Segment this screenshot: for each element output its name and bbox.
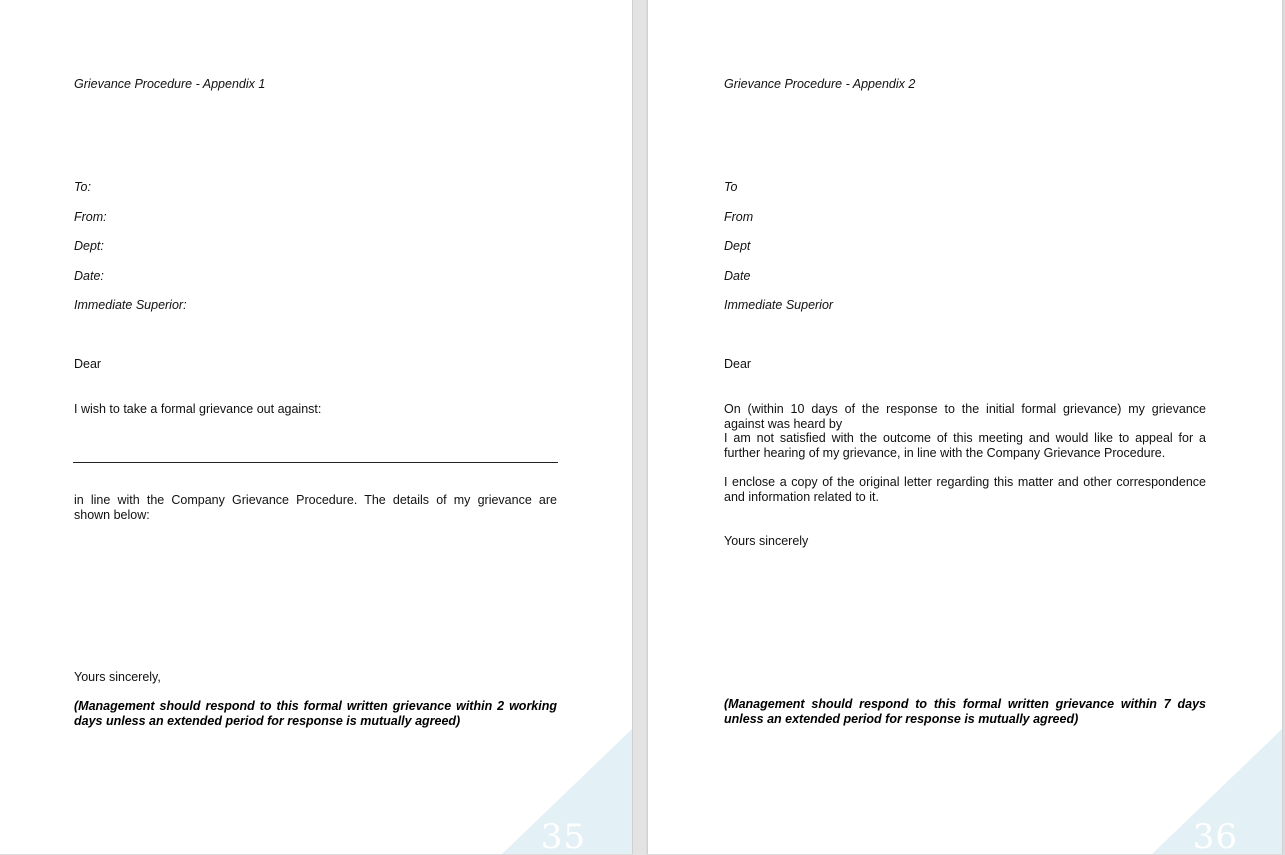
salutation: Dear (74, 357, 102, 371)
page-36 (647, 0, 1283, 854)
intro-text: I wish to take a formal grievance out against: (74, 402, 322, 416)
note-line: (Management should respond to this formal written grievance within 7 days (724, 697, 1206, 711)
note-line: days unless an extended period for response is mutually agreed) (74, 714, 461, 728)
page-number: 35 (540, 817, 586, 854)
body-line: shown below: (74, 507, 150, 522)
field-date: Date (724, 269, 751, 283)
field-from: From (724, 210, 754, 224)
field-immediate-superior: Immediate Superior: (74, 298, 187, 312)
closing: Yours sincerely, (74, 670, 161, 684)
page-header: Grievance Procedure - Appendix 1 (74, 77, 266, 91)
appeal-paragraph (724, 402, 1206, 460)
enclosure-paragraph (724, 475, 1206, 504)
field-dept: Dept: (74, 239, 104, 253)
field-date: Date: (74, 269, 104, 283)
page-gutter (633, 0, 646, 855)
appeal-line: further hearing of my grievance, in line with the Company Grievance Procedure. (724, 445, 1166, 460)
page-number: 36 (1192, 817, 1238, 854)
closing: Yours sincerely (724, 534, 809, 548)
body-line: in line with the Company Grievance Procedure. The details of my grievance are (74, 493, 557, 507)
management-note (74, 699, 557, 729)
page-header: Grievance Procedure - Appendix 2 (724, 77, 916, 91)
note-line: (Management should respond to this formal written grievance within 2 working (74, 699, 557, 713)
field-dept: Dept (724, 239, 751, 253)
field-to: To (724, 180, 738, 194)
enclosure-line: and information related to it. (724, 489, 879, 504)
appeal-line: against was heard by (724, 416, 843, 431)
field-from: From: (74, 210, 107, 224)
appeal-line: I am not satisfied with the outcome of this meeting and would like to appeal for a (724, 431, 1206, 446)
page-35 (0, 0, 633, 854)
body-paragraph (74, 493, 557, 522)
enclosure-line: I enclose a copy of the original letter regarding this matter and other correspondence (724, 475, 1206, 489)
management-note (724, 697, 1206, 727)
blank-line-rule (73, 462, 558, 463)
salutation: Dear (724, 357, 752, 371)
appeal-line: On (within 10 days of the response to the initial formal grievance) my grievance (724, 402, 1206, 416)
note-line: unless an extended period for response is mutually agreed) (724, 712, 1079, 726)
field-to: To: (74, 180, 91, 194)
field-immediate-superior: Immediate Superior (724, 298, 834, 312)
